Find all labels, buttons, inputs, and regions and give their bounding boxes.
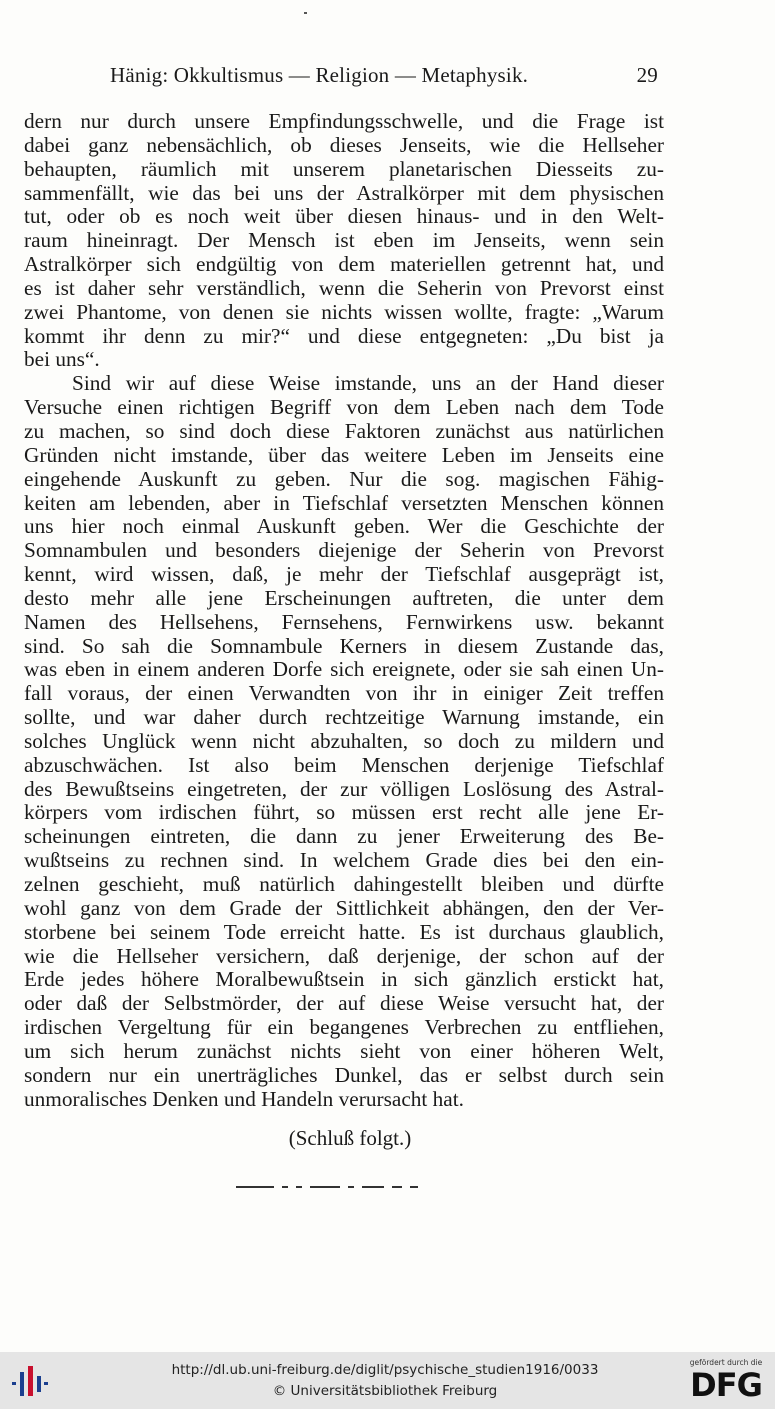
footer-text [160,1360,610,1402]
text-line: sind. So sah die Somnambule Kerners in diesem Zustande das, [24,634,664,658]
text-line: Namen des Hellsehens, Fernsehens, Fernwirkens usw. bekannt [24,610,664,634]
text-line: körpers vom irdischen führt, so müssen erst recht alle jene Er- [24,801,664,825]
text-line: um sich herum zunächst nichts sieht von einer höheren Welt, [24,1039,664,1063]
text-line: des Bewußtseins eingetreten, der zur völligen Loslösung des Astral- [24,777,664,801]
text-line: Astralkörper sich endgültig von dem materiellen getrennt hat, und [24,253,664,277]
text-line: oder daß der Selbstmörder, der auf diese Weise versucht hat, der [24,992,664,1016]
text-line: wußtseins zu rechnen sind. In welchem Grade dies bei den ein- [24,849,664,873]
text-line: wohl ganz von dem Grade der Sittlichkeit abhängen, den der Ver- [24,896,664,920]
text-line: kommt ihr denn zu mir?“ und diese entgegneten: „Du bist ja [24,324,664,348]
text-line: desto mehr alle jene Erscheinungen auftreten, die unter dem [24,586,664,610]
text-line: sollte, und war daher durch rechtzeitige Warnung imstande, ein [24,706,664,730]
copyright-notice: © Universitätsbibliothek Freiburg [272,1383,498,1399]
scan-speck [304,12,307,14]
text-line: zu machen, so sind doch diese Faktoren zunächst aus natürlichen [24,419,664,443]
text-line: eingehende Auskunft zu geben. Nur die sog. magischen Fähig- [24,467,664,491]
text-line: Sind wir auf diese Weise imstande, uns an der Hand dieser [72,372,664,396]
ub-freiburg-logo-icon [10,1362,50,1398]
text-line: wie die Hellseher versichern, daß derjenige, der schon auf der [24,944,664,968]
text-line: dabei ganz nebensächlich, ob dieses Jenseits, wie die Hellseher [24,133,664,157]
text-line: scheinungen eintreten, die dann zu jener Erweiterung des Be- [24,825,664,849]
text-line: sondern nur ein unerträgliches Dunkel, das er selbst durch sein [24,1063,664,1087]
running-head-title: Hänig: Okkultismus — Religion — Metaphysik. [110,63,529,87]
text-line: Gründen nicht imstande, über das weitere Leben im Jenseits eine [24,443,664,467]
body-text [24,110,664,1111]
permalink[interactable]: http://dl.ub.uni-freiburg.de/diglit/psychische_studien1916/0033 [171,1362,599,1378]
text-line: behaupten, räumlich mit unserem planetarischen Diesseits zu- [24,157,664,181]
dfg-mark: DFG [690,1366,762,1404]
text-line: was eben in einem anderen Dorfe sich ereignete, oder sie sah einen Un- [24,658,664,682]
text-line: fall voraus, der einen Verwandten von ihr in einiger Zeit treffen [24,682,664,706]
dfg-logo-icon [683,1358,769,1404]
dfg-caption: gefördert durch die [689,1358,763,1367]
end-rule [236,1186,468,1188]
running-head [110,63,658,93]
text-line: solches Unglück wenn nicht abzuhalten, so doch zu mildern und [24,729,664,753]
text-line: sammenfällt, wie das bei uns der Astralkörper mit dem physischen [24,181,664,205]
text-line: Versuche einen richtigen Begriff von dem Leben nach dem Tode [24,396,664,420]
text-line: dern nur durch unsere Empfindungsschwelle, und die Frage ist [24,110,664,133]
text-line: Erde jedes höhere Moralbewußtsein in sich gänzlich erstickt hat, [24,968,664,992]
text-line: uns hier noch einmal Auskunft geben. Wer die Geschichte der [24,515,664,539]
text-line: tut, oder ob es noch weit über diesen hinaus- und in den Welt- [24,205,664,229]
text-line: zwei Phantome, von denen sie nichts wissen wollte, fragte: „Warum [24,300,664,324]
text-line: es ist daher sehr verständlich, wenn die Seherin von Prevorst einst [24,276,664,300]
text-line: storbene bei seinem Tode erreicht hatte. Es ist durchaus glaublich, [24,920,664,944]
text-line: zelnen geschieht, muß natürlich dahingestellt bleiben und dürfte [24,873,664,896]
text-line: Somnambulen und besonders diejenige der Seherin von Prevorst [24,539,664,563]
text-line: keiten am lebenden, aber in Tiefschlaf versetzten Menschen können [24,491,664,515]
text-line: kennt, wird wissen, daß, je mehr der Tiefschlaf ausgeprägt ist, [24,563,664,587]
text-line: unmoralisches Denken und Handeln verursacht hat. [24,1087,464,1111]
text-line: raum hineinragt. Der Mensch ist eben im Jenseits, wenn sein [24,229,664,253]
text-line: irdischen Vergeltung für ein begangenes Verbrechen zu entfliehen, [24,1016,664,1040]
text-line: abzuschwächen. Ist also beim Menschen derjenige Tiefschlaf [24,753,664,777]
viewer-footer [0,1352,775,1409]
text-line: bei uns“. [24,348,100,372]
page-number: 29 [636,63,658,87]
continuation-note: (Schluß folgt.) [288,1126,412,1150]
